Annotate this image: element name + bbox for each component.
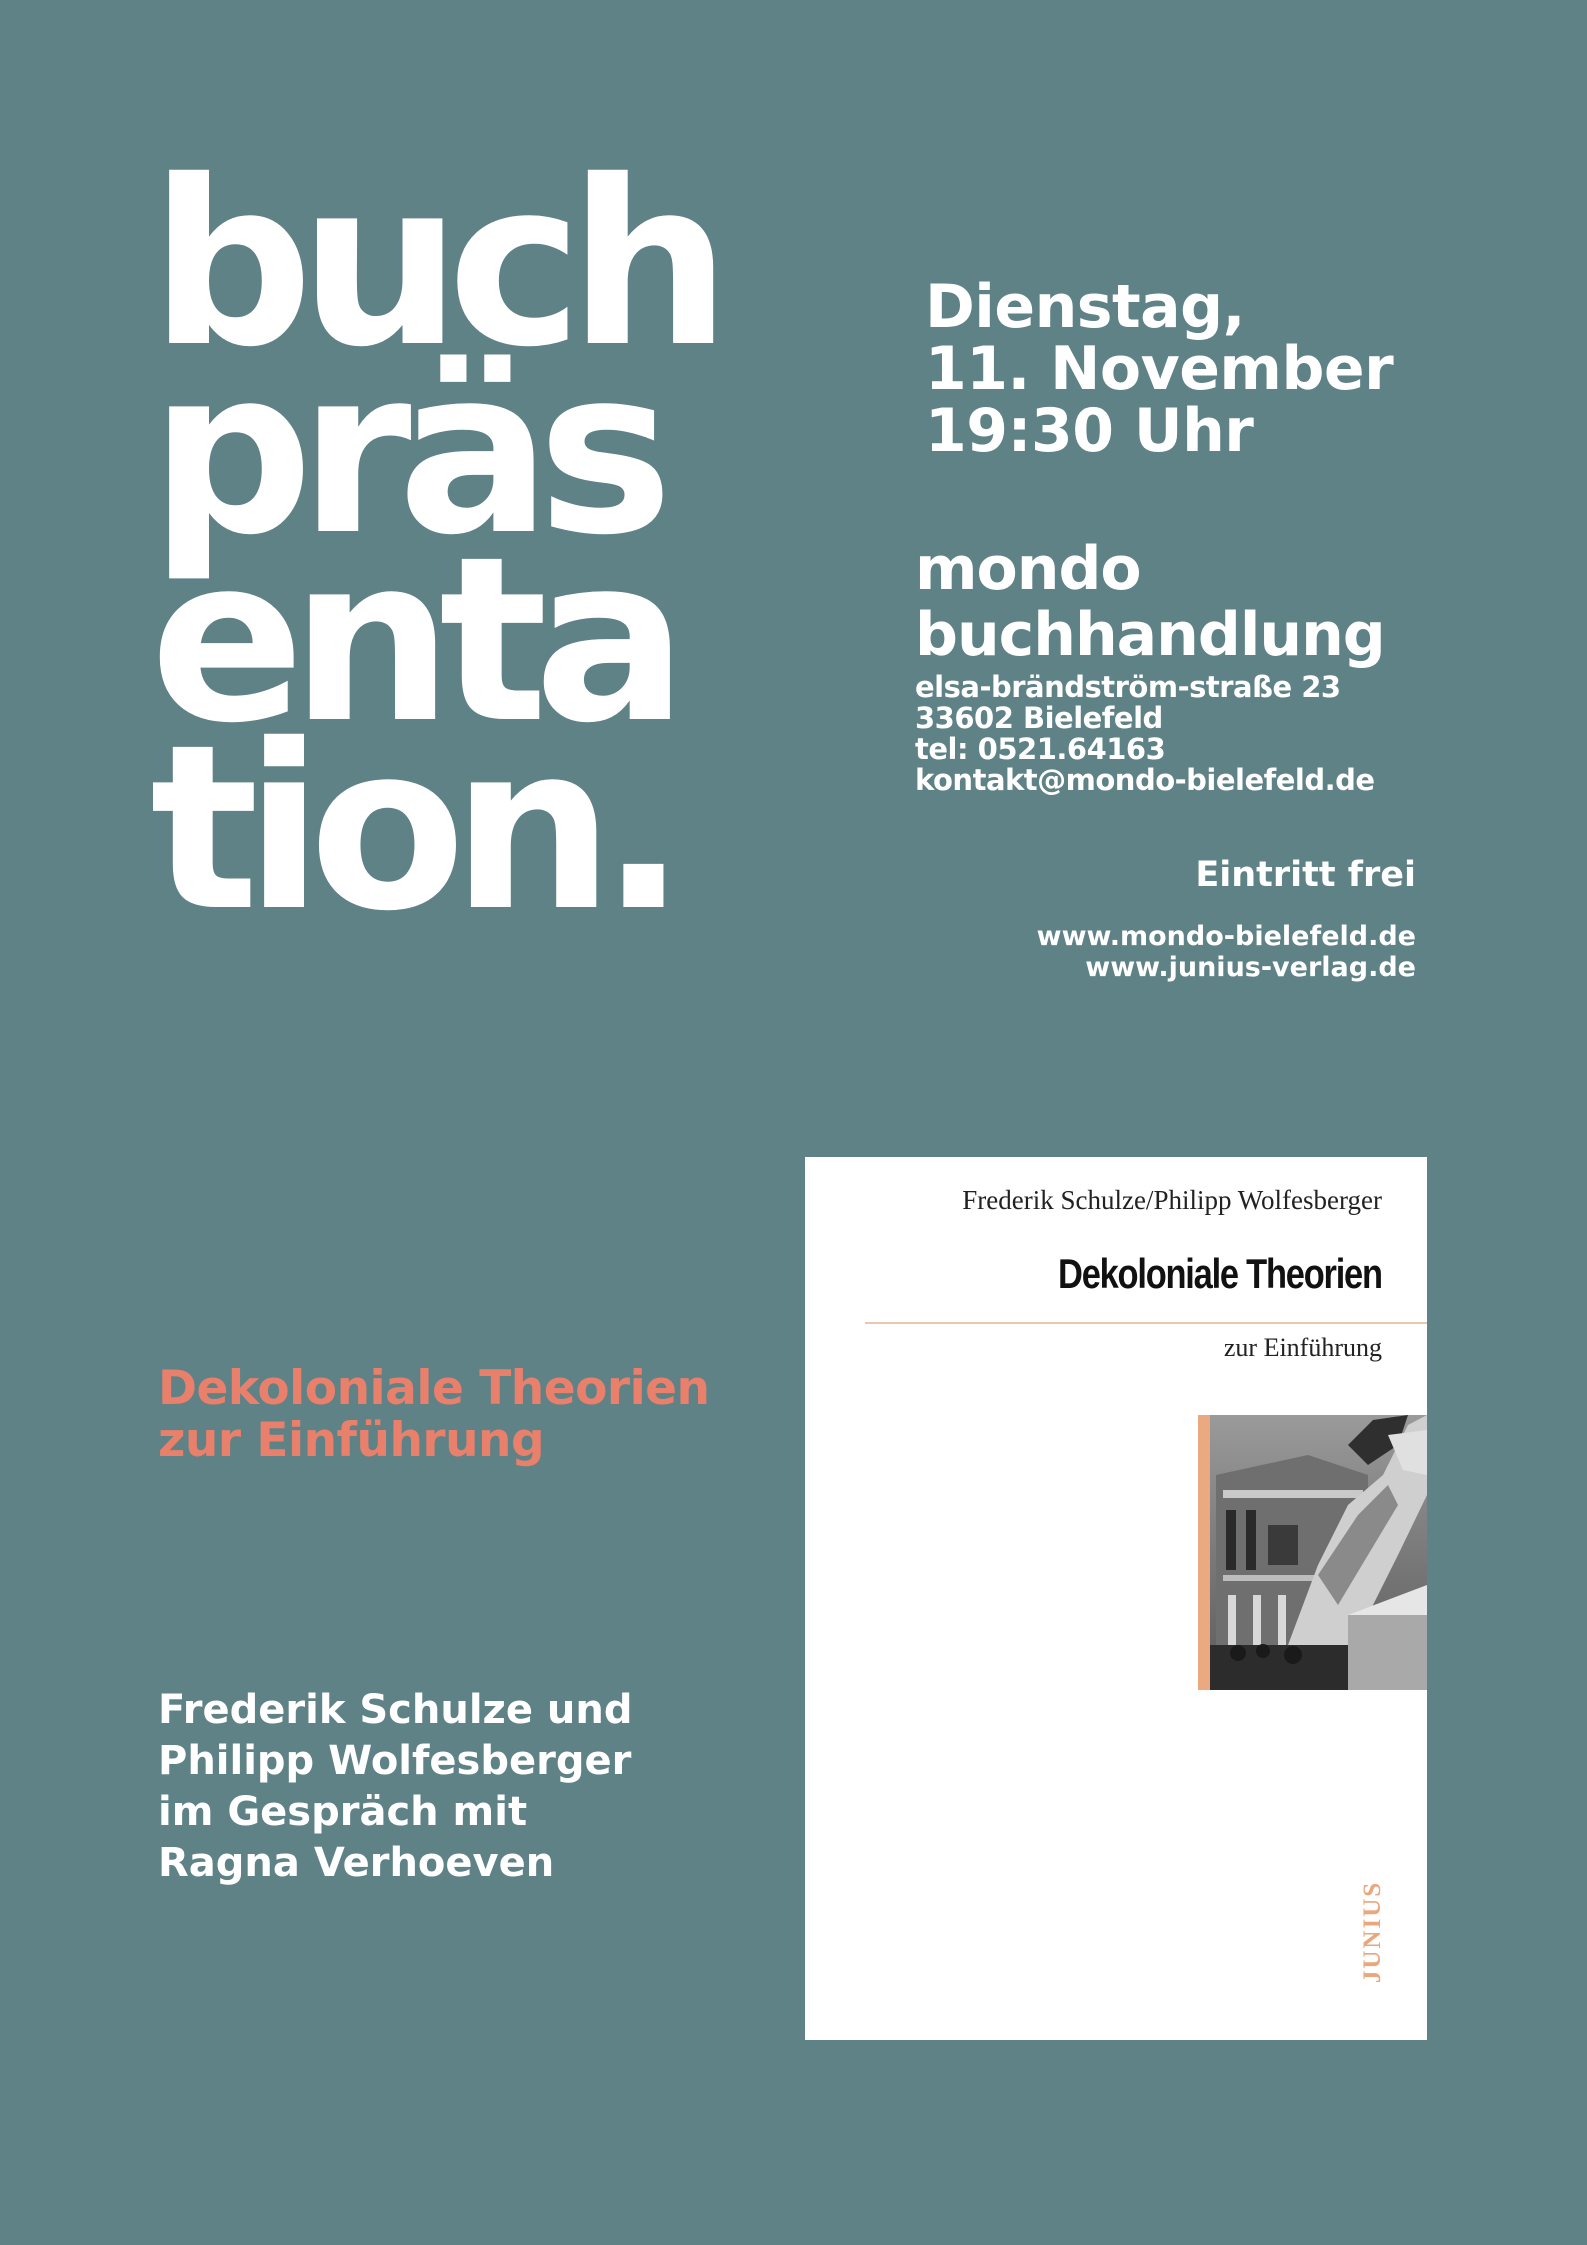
venue-city: 33602 Bielefeld: [915, 701, 1163, 735]
venue-street: elsa-brändström-straße 23: [915, 670, 1341, 704]
book-divider: [865, 1322, 1427, 1324]
speakers-line-4: Ragna Verhoeven: [158, 1840, 555, 1886]
headline-line-1: buch: [150, 131, 717, 397]
link-mondo[interactable]: www.mondo-bielefeld.de: [1036, 921, 1416, 952]
book-publisher: [1353, 1867, 1393, 1997]
speakers-line-3: im Gespräch mit: [158, 1789, 528, 1835]
venue-name: [915, 536, 1385, 668]
website-links: [1037, 921, 1416, 983]
book-subtitle-heading: [158, 1363, 710, 1467]
venue-name-line-1: mondo: [915, 534, 1141, 604]
cover-photo-graphic: [1198, 1415, 1427, 1690]
subtitle-line-2: zur Einführung: [158, 1413, 545, 1468]
book-cover: [805, 1157, 1427, 2040]
headline-line-2: präs: [150, 319, 660, 585]
subtitle-line-1: Dekoloniale Theorien: [158, 1361, 710, 1416]
speakers-block: [158, 1685, 632, 1889]
venue-email[interactable]: kontakt@mondo-bielefeld.de: [915, 763, 1375, 797]
headline-line-4: tion.: [150, 695, 673, 961]
book-title: Dekoloniale Theorien: [1058, 1250, 1382, 1297]
book-authors: Frederik Schulze/Philipp Wolfesberger: [962, 1185, 1382, 1215]
publisher-label: JUNIUS: [1359, 1880, 1386, 1984]
headline-line-3: enta: [150, 507, 674, 773]
link-junius[interactable]: www.junius-verlag.de: [1085, 952, 1416, 983]
event-time: 19:30 Uhr: [925, 396, 1254, 466]
event-date: [925, 272, 1394, 466]
venue-address: [915, 672, 1375, 796]
venue-phone: tel: 0521.64163: [915, 732, 1166, 766]
event-day: Dienstag,: [925, 272, 1245, 342]
venue-name-line-2: buchhandlung: [915, 600, 1385, 670]
speakers-line-1: Frederik Schulze und: [158, 1687, 633, 1733]
entry-free-note: Eintritt frei: [1195, 855, 1416, 895]
event-date-text: 11. November: [925, 334, 1394, 404]
headline-buchpraesentation: [150, 131, 717, 961]
speakers-line-2: Philipp Wolfesberger: [158, 1738, 632, 1784]
book-cover-photo: [1198, 1415, 1427, 1690]
book-series-subtitle: zur Einführung: [1223, 1333, 1382, 1362]
